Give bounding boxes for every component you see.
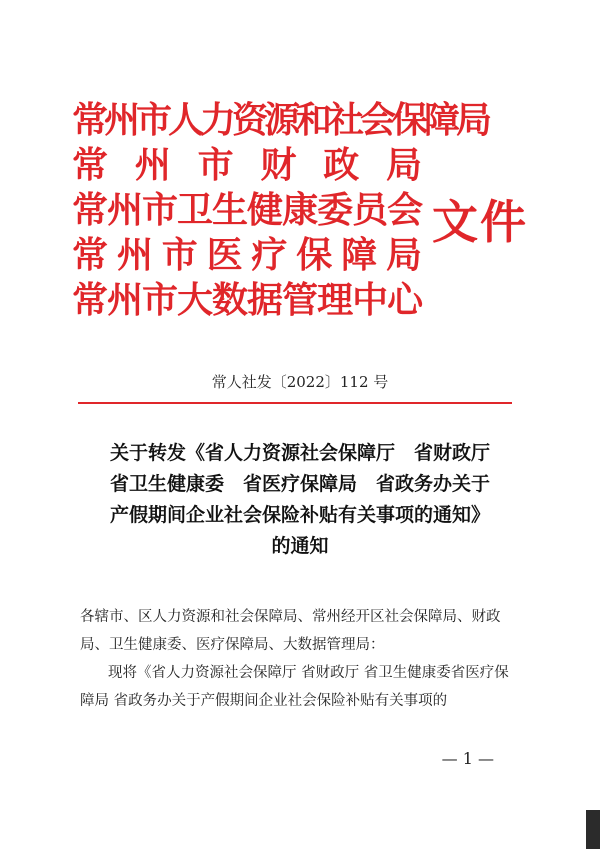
scan-edge-mark <box>586 810 600 849</box>
agency-name-3: 常州市卫生健康委员会 <box>72 189 422 231</box>
agency-name-1: 常州市人力资源和社会保障局 <box>72 99 489 141</box>
recipients-paragraph: 各辖市、区人力资源和社会保障局、常州经开区社会保障局、财政局、卫生健康委、医疗保障局、大数据管理局： <box>80 609 501 653</box>
document-type-label: 文件 <box>432 195 528 249</box>
red-divider-line <box>78 402 512 404</box>
title-line-2: 省卫生健康委 省医疗保障局 省政务办关于 <box>109 473 490 495</box>
agency-name-2: 常州市财政局 <box>72 144 449 186</box>
document-number: 常人社发〔2022〕112 号 <box>211 373 389 391</box>
body-paragraph: 现将《省人力资源社会保障厅 省财政厅 省卫生健康委省医疗保障局 省政务办关于产假期间企业社会保险补贴有关事项的 <box>80 665 509 709</box>
agency-name-4: 常州市医疗保障局 <box>72 234 431 276</box>
agency-name-5: 常州市大数据管理中心 <box>72 279 422 321</box>
document-title <box>60 438 540 562</box>
title-line-1: 关于转发《省人力资源社会保障厅 省财政厅 <box>109 442 490 464</box>
document-body <box>80 603 520 715</box>
page-number: — 1 — <box>441 749 494 768</box>
title-line-4: 的通知 <box>271 535 329 557</box>
title-line-3: 产假期间企业社会保险补贴有关事项的通知》 <box>109 504 490 526</box>
